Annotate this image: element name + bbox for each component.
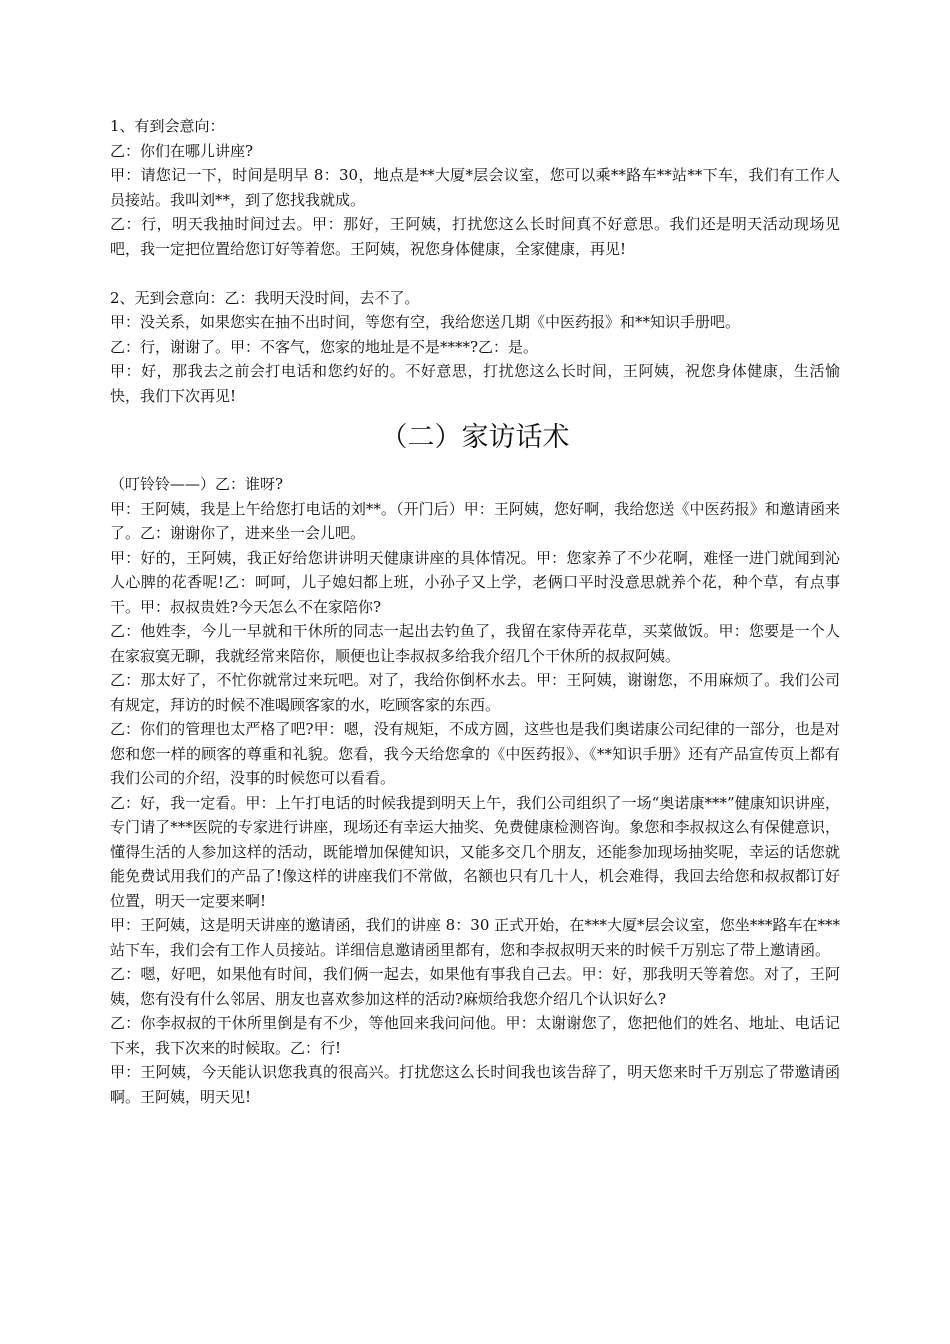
dialogue-paragraph: 乙：好，我一定看。甲：上午打电话的时候我提到明天上午，我们公司组织了一场“奥诺康***”健康知识讲座，专门请了***医院的专家进行讲座，现场还有幸运大抽奖、免费健康检测咨询。象您和李叔叔这么有保健意识，懂得生活的人参加这样的活动，既能增加保健知识，又能多交几个朋友，还能参加现场抽奖呢，幸运的话您就能免费试用我们的产品了!像这样的讲座我们不常做，名额也只有几十人，机会难得，我回去给您和叔叔都订好位置，明天一定要来啊! (110, 793, 840, 910)
dialogue-paragraph: 乙：行，谢谢了。甲：不客气，您家的地址是不是****?乙：是。 (110, 337, 539, 356)
dialogue-paragraph: 乙：行，明天我抽时间过去。甲：那好，王阿姨，打扰您这么长时间真不好意思。我们还是明天活动现场见吧，我一定把位置给您订好等着您。王阿姨，祝您身体健康，全家健康，再见! (110, 215, 840, 258)
dialogue-paragraph: 甲：没关系，如果您实在抽不出时间，等您有空，我给您送几期《中医药报》和**知识手册吧。 (110, 313, 741, 331)
dialogue-paragraph: 甲：好的，王阿姨，我正好给您讲讲明天健康讲座的具体情况。甲：您家养了不少花啊，难怪一进门就闻到沁人心脾的花香呢!乙：呵呵，儿子媳妇都上班，小孙子又上学，老俩口平时没意思就养个花，种个草，有点事干。甲：叔叔贵姓?今天怎么不在家陪你? (110, 548, 840, 616)
section-will-attend (110, 114, 840, 261)
section-home-visit (110, 472, 840, 1109)
document-page (110, 114, 840, 1109)
dialogue-paragraph: 乙：你们的管理也太严格了吧?甲：嗯，没有规矩，不成方圆，这些也是我们奥诺康公司纪律的一部分，也是对您和您一样的顾客的尊重和礼貌。您看，我今天给您拿的《中医药报》、《**知识手册》还有产品宣传页上都有我们公司的介绍，没事的时候您可以看看。 (110, 720, 840, 787)
dialogue-paragraph: （叮铃铃——）乙：谁呀? (110, 475, 284, 493)
section-title-home-visit: （二）家访话术 (380, 422, 570, 453)
dialogue-paragraph: 乙：那太好了，不忙你就常过来玩吧。对了，我给你倒杯水去。甲：王阿姨，谢谢您，不用麻烦了。我们公司有规定，拜访的时候不准喝顾客家的水，吃顾客家的东西。 (110, 671, 840, 714)
dialogue-paragraph: 乙：嗯，好吧，如果他有时间，我们俩一起去，如果他有事我自己去。甲：好，那我明天等着您。对了，王阿姨，您有没有什么邻居、朋友也喜欢参加这样的活动?麻烦给我您介绍几个认识好么? (110, 965, 840, 1008)
dialogue-paragraph: 甲：请您记一下，时间是明早 8：30，地点是**大厦*层会议室，您可以乘**路车**站**下车，我们有工作人员接站。我叫刘**，到了您找我就成。 (110, 166, 840, 209)
section-heading-will-attend: 1、有到会意向： (110, 117, 225, 135)
dialogue-paragraph: 甲：王阿姨，这是明天讲座的邀请函，我们的讲座 8：30 正式开始，在***大厦*层会议室，您坐***路车在***站下车，我们会有工作人员接站。详细信息邀请函里都有，您和李叔叔明天来的时候千万别忘了带上邀请函。 (110, 916, 840, 959)
dialogue-paragraph: 乙：你李叔叔的干休所里倒是有不少，等他回来我问问他。甲：太谢谢您了，您把他们的姓名、地址、电话记下来，我下次来的时候取。乙：行! (110, 1014, 840, 1057)
dialogue-paragraph: 甲：王阿姨，今天能认识您我真的很高兴。打扰您这么长时间我也该告辞了，明天您来时千万别忘了带邀请函啊。王阿姨，明天见! (110, 1063, 840, 1106)
dialogue-paragraph: 甲：王阿姨，我是上午给您打电话的刘**。（开门后）甲：王阿姨，您好啊，我给您送《中医药报》和邀请函来了。乙：谢谢你了，进来坐一会儿吧。 (110, 499, 840, 542)
dialogue-paragraph: 乙：你们在哪儿讲座? (110, 141, 254, 160)
section-no-attend (110, 286, 840, 409)
dialogue-paragraph: 乙：他姓李，今儿一早就和干休所的同志一起出去钓鱼了，我留在家侍弄花草，买菜做饭。甲：您要是一个人在家寂寞无聊，我就经常来陪你，顺便也让李叔叔多给我介绍几个干休所的叔叔阿姨。 (110, 622, 840, 665)
dialogue-paragraph: 甲：好，那我去之前会打电话和您约好的。不好意思，打扰您这么长时间，王阿姨，祝您身体健康，生活愉快，我们下次再见! (110, 362, 840, 405)
section-heading-no-attend: 2、无到会意向：乙：我明天没时间，去不了。 (110, 288, 420, 307)
paragraph-gap (110, 261, 840, 286)
